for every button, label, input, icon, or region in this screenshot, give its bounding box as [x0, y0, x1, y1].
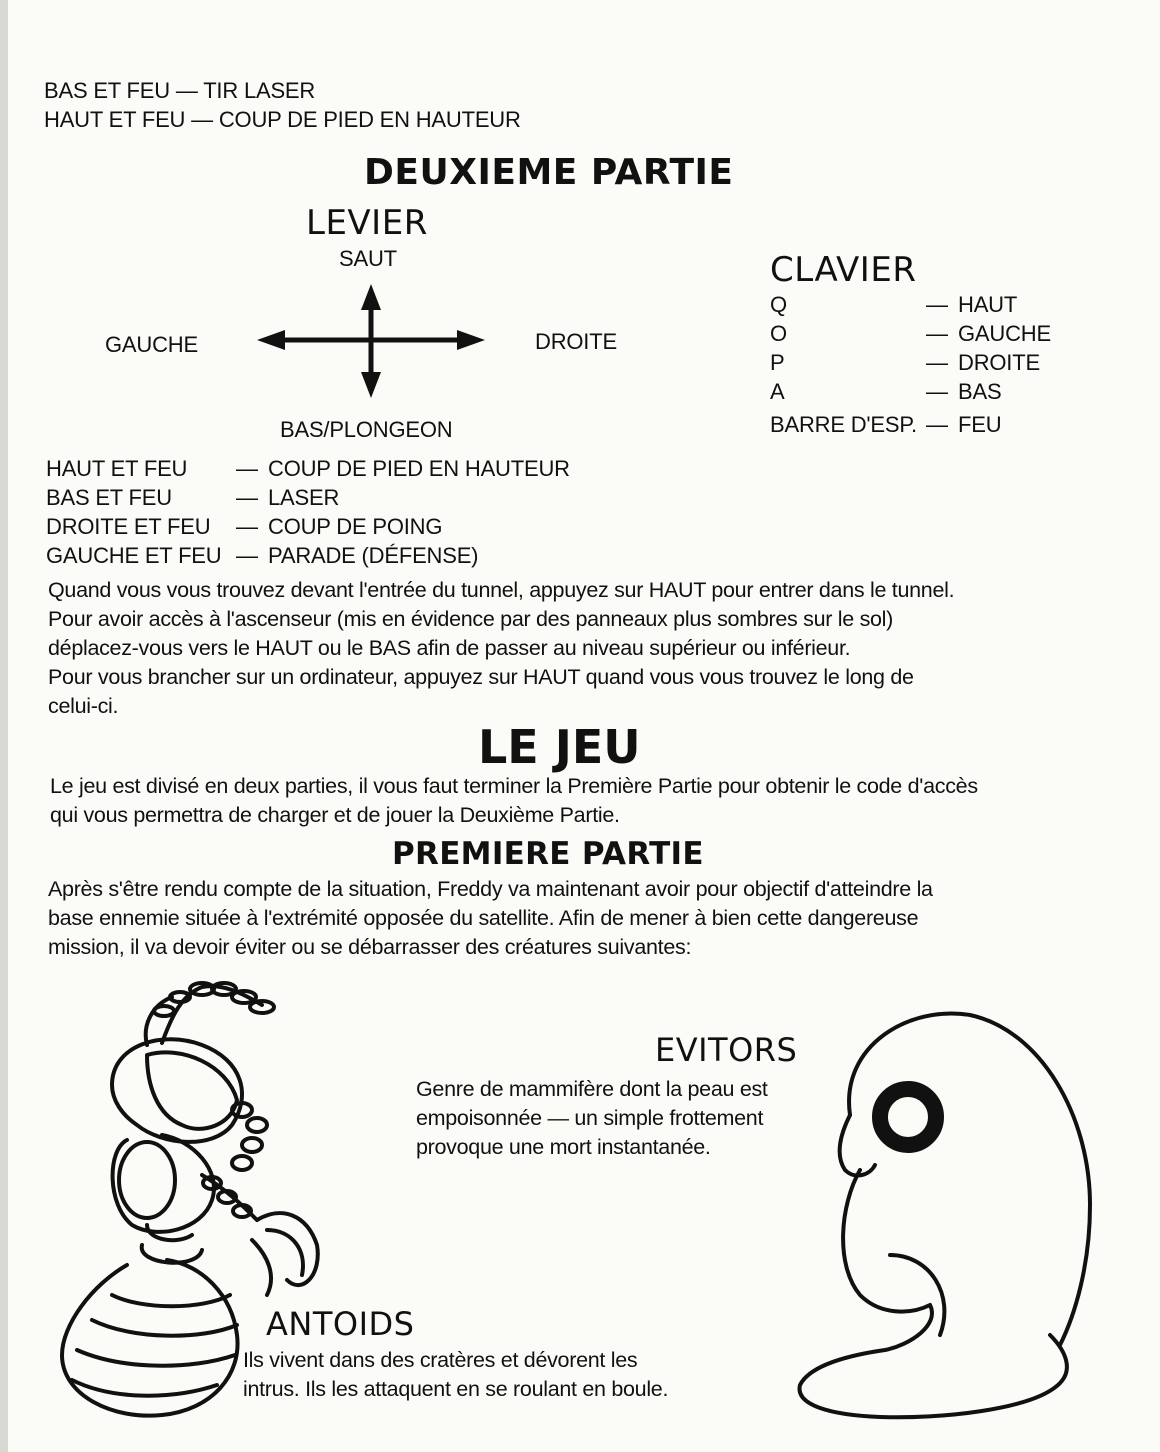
combo-table	[46, 454, 570, 570]
clavier-table	[770, 290, 1051, 439]
paragraph-line: Le jeu est divisé en deux parties, il vous faut terminer la Première Partie pour obtenir le code d'accès	[50, 774, 978, 798]
clavier-title: CLAVIER	[770, 250, 917, 290]
section-title-deuxieme-partie: DEUXIEME PARTIE	[364, 152, 734, 193]
clavier-action: GAUCHE	[958, 321, 1051, 346]
combo-sep: —	[236, 514, 258, 539]
paragraph-line: mission, il va devoir éviter ou se débarrasser des créatures suivantes:	[48, 935, 692, 959]
premiere-paragraph	[48, 875, 1108, 962]
paragraph-line: Ils vivent dans des cratères et dévorent les	[243, 1348, 638, 1372]
paragraph-line: celui-ci.	[48, 694, 119, 718]
paragraph-line: Après s'être rendu compte de la situation, Freddy va maintenant avoir pour objectif d'atteindre la	[48, 877, 933, 901]
clavier-action: BAS	[958, 379, 1002, 404]
clavier-sep: —	[926, 412, 948, 437]
top-line-2: HAUT ET FEU — COUP DE PIED EN HAUTEUR	[44, 107, 521, 132]
combo-action: PARADE (DÉFENSE)	[268, 543, 479, 568]
clavier-row	[770, 410, 1051, 439]
clavier-sep: —	[926, 379, 948, 404]
clavier-row	[770, 348, 1051, 377]
combo-row	[46, 541, 570, 570]
combo-action: COUP DE POING	[268, 514, 443, 539]
antoids-title: ANTOIDS	[266, 1305, 415, 1343]
combo-row	[46, 483, 570, 512]
levier-left-label: GAUCHE	[105, 332, 198, 357]
combo-row	[46, 512, 570, 541]
combo-action: COUP DE PIED EN HAUTEUR	[268, 456, 570, 481]
clavier-key: BARRE D'ESP.	[770, 412, 917, 437]
levier-right-label: DROITE	[535, 329, 617, 354]
paragraph-line: provoque une mort instantanée.	[416, 1135, 711, 1159]
clavier-sep: —	[926, 292, 948, 317]
cross-arrows-icon	[255, 282, 487, 400]
levier-title: LEVIER	[306, 203, 428, 243]
paragraph-line: base ennemie située à l'extrémité opposée du satellite. Afin de mener à bien cette dangereuse	[48, 906, 919, 930]
section-title-le-jeu: LE JEU	[478, 720, 641, 774]
combo-row	[46, 454, 570, 483]
combo-sep: —	[236, 485, 258, 510]
clavier-row	[770, 290, 1051, 319]
levier-up-label: SAUT	[339, 246, 397, 271]
clavier-row	[770, 319, 1051, 348]
clavier-key: O	[770, 321, 787, 346]
clavier-key: A	[770, 379, 785, 404]
evitors-description	[416, 1075, 836, 1162]
paragraph-line: Genre de mammifère dont la peau est	[416, 1077, 768, 1101]
clavier-row	[770, 377, 1051, 406]
clavier-action: HAUT	[958, 292, 1018, 317]
section-title-premiere-partie: PREMIERE PARTIE	[392, 836, 704, 872]
paragraph-line: Quand vous vous trouvez devant l'entrée du tunnel, appuyez sur HAUT pour entrer dans le tunnel.	[48, 578, 955, 602]
evitor-illustration	[790, 1005, 1100, 1425]
combo-sep: —	[236, 543, 258, 568]
paragraph-line: empoisonnée — un simple frottement	[416, 1106, 764, 1130]
combo-input: HAUT ET FEU	[46, 456, 188, 481]
paragraph-line: qui vous permettra de charger et de jouer la Deuxième Partie.	[50, 803, 620, 827]
combo-action: LASER	[268, 485, 340, 510]
paragraph-line: déplacez-vous vers le HAUT ou le BAS afin de passer au niveau supérieur ou inférieur.	[48, 636, 851, 660]
paragraph-line: Pour avoir accès à l'ascenseur (mis en évidence par des panneaux plus sombres sur le sol)	[48, 607, 894, 631]
clavier-key: Q	[770, 292, 787, 317]
antoids-description	[243, 1346, 743, 1404]
evitors-title: EVITORS	[655, 1031, 798, 1069]
deuxieme-paragraph	[48, 576, 1108, 721]
paragraph-line: Pour vous brancher sur un ordinateur, appuyez sur HAUT quand vous vous trouvez le long de	[48, 665, 914, 689]
clavier-sep: —	[926, 350, 948, 375]
combo-sep: —	[236, 456, 258, 481]
combo-input: GAUCHE ET FEU	[46, 543, 222, 568]
combo-input: DROITE ET FEU	[46, 514, 211, 539]
page-edge	[0, 0, 8, 1452]
clavier-sep: —	[926, 321, 948, 346]
levier-down-label: BAS/PLONGEON	[280, 417, 453, 442]
combo-input: BAS ET FEU	[46, 485, 172, 510]
top-line-1: BAS ET FEU — TIR LASER	[44, 78, 316, 103]
clavier-action: FEU	[958, 412, 1002, 437]
paragraph-line: intrus. Ils les attaquent en se roulant en boule.	[243, 1377, 669, 1401]
clavier-action: DROITE	[958, 350, 1040, 375]
clavier-key: P	[770, 350, 785, 375]
le-jeu-paragraph	[50, 772, 1130, 830]
